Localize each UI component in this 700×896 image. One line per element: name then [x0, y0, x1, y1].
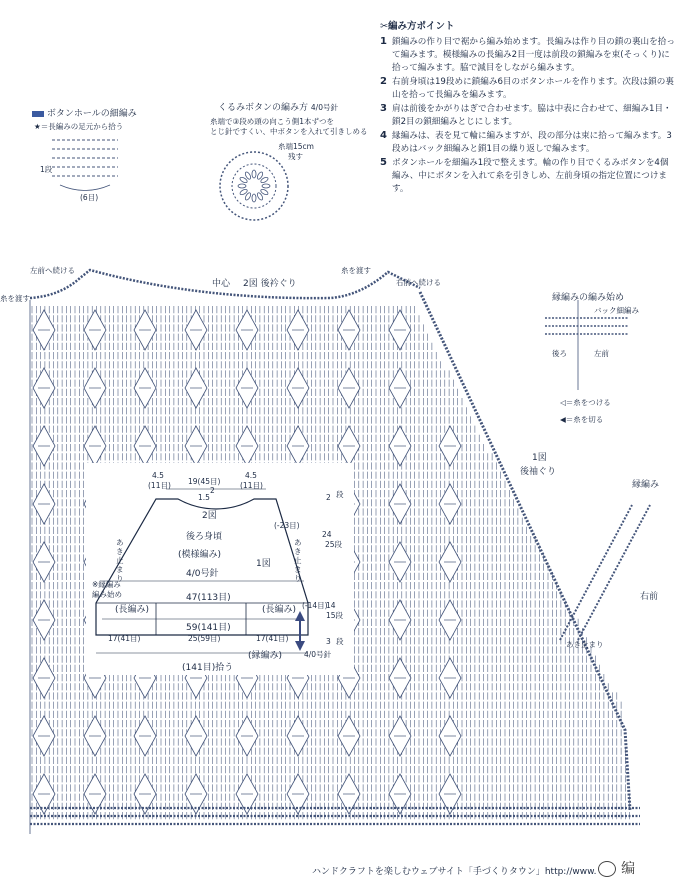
stitch-row: [32, 352, 436, 359]
front-left-label: 左前: [594, 349, 609, 358]
legend-attach: ◁＝糸をつける: [560, 398, 611, 407]
sch-edge-note-2: 編み始め: [92, 590, 122, 599]
button-petal: [262, 184, 270, 188]
buttonhole-title-row: [32, 108, 137, 120]
point-step: [380, 103, 690, 129]
stitch-row: [32, 361, 441, 368]
sch-dc-left: (長編み): [115, 605, 150, 615]
sch-shoulder-right-st: (11目): [240, 481, 263, 490]
step-number: 4: [380, 130, 387, 141]
right-front-label: 右前へ続ける: [396, 278, 441, 287]
button-tail: 糸端15cm: [278, 142, 314, 151]
sch-width-bottom: 59(141目): [186, 623, 231, 633]
button-needle: 4/0号針: [310, 103, 338, 112]
sch-hem-right: 17(41目): [256, 634, 289, 643]
slit-label-chart: あき止まり: [566, 640, 604, 649]
button-ring-mid: [232, 164, 276, 208]
knitting-points: [380, 18, 690, 197]
fig2-title: 2図 後衿ぐり: [243, 279, 297, 289]
rows-low-num: 14: [326, 601, 336, 610]
sch-fig1: 1図: [256, 559, 271, 569]
attach-arrow-icon: ◁: [560, 398, 566, 407]
sch-dec-note: (-23目): [274, 521, 300, 530]
stitch-row: [32, 416, 471, 423]
buttonhole-row-label: 1段: [40, 165, 53, 174]
sch-needle: 4/0号針: [186, 569, 219, 579]
stitch-row: [32, 794, 630, 801]
points-title: 編み方ポイント: [387, 21, 455, 32]
left-front-label: 左前へ続ける: [30, 266, 75, 275]
sch-edge-note-1: ※縁編み: [92, 580, 121, 589]
rows-low-unit: 15段: [326, 611, 344, 620]
rows-top-unit: 段: [336, 490, 344, 499]
button-petal: [252, 170, 256, 178]
point-step: [380, 130, 690, 156]
button-title: くるみボタンの編み方: [218, 103, 309, 113]
step-text: 鎖編みの作り目で裾から編み始めます。長編みは作り目の鎖の裏山を拾って編みます。模様編みの長編み2目一度は前段の鎖編みを束(そっくり)に拾って編みます。脇で減目をしながら編みます。: [392, 37, 675, 73]
button-ring-outer: [220, 152, 288, 220]
button-note-1: 糸端で③段め頭の向こう側1本ずつを: [210, 117, 334, 126]
sch-width-mid: 47(113目): [186, 593, 231, 603]
sch-fig2: 2図: [202, 511, 217, 521]
stitch-row: [32, 711, 621, 718]
button-note-2: とじ針ですくい、中ボタンを入れて引きしめる: [210, 127, 368, 136]
buttonhole-swatch: [32, 111, 44, 117]
point-step: [380, 157, 690, 196]
scissors-icon: ✂: [380, 21, 388, 32]
stitch-row: [32, 306, 415, 313]
sch-hem-left: 17(41目): [108, 634, 141, 643]
step-text: ボタンホールを細編み1段で整えます。輪の作り目でくるみボタンを4個編み、中にボタンを入れて糸を引きしめ、左前身頃の指定位置につけます。: [392, 158, 669, 194]
button-petal: [252, 194, 256, 202]
stitch-row: [32, 784, 625, 791]
rows-top-num: 2: [326, 493, 331, 502]
sch-shoulder-left-st: (11目): [148, 481, 171, 490]
buttonhole-note: ★＝長編みの足元から拾う: [34, 122, 124, 131]
stitch-row: [32, 683, 608, 690]
stitch-row: [32, 720, 621, 727]
stitch-row: [32, 738, 621, 745]
rows-mid-unit: 25段: [325, 540, 343, 549]
stitch-row: [32, 729, 621, 736]
sch-chain: (141目)拾う: [182, 663, 234, 673]
edge-start-title: 縁編みの編み始め: [552, 293, 625, 303]
step-number: 5: [380, 157, 387, 168]
rows-edge-unit: 段: [336, 637, 344, 646]
legend-cut: ◀＝糸を切る: [560, 415, 604, 424]
sch-needle-2: 4/0号針: [304, 650, 332, 659]
center-label: 中心: [212, 279, 231, 289]
rows-low-dec: (-14目): [302, 601, 328, 610]
step-text: 縁編みは、表を見て輪に編みますが、段の部分は束に拾って編みます。3段めはバック細編みと鎖1目の繰り返しで編みます。: [392, 131, 672, 154]
stitch-row: [32, 748, 625, 755]
rows-mid-num: 24: [322, 530, 332, 539]
buttonhole-count: (6目): [80, 193, 99, 202]
sch-neck-rows: 2: [210, 486, 215, 495]
thread-pass-left: 糸を渡す: [0, 294, 30, 303]
sch-edging: (縁編み): [248, 651, 283, 661]
sch-neck: 19(45目): [188, 477, 221, 486]
rows-edge-num: 3: [326, 637, 331, 646]
sch-neck-rows-2: 1.5: [198, 493, 210, 502]
thread-pass-right: 糸を渡す: [341, 266, 371, 275]
step-number: 1: [380, 36, 387, 47]
sch-shoulder-right: 4.5: [245, 471, 257, 480]
buttonhole-title: ボタンホールの細編み: [46, 109, 137, 119]
points-steps: [380, 36, 690, 196]
sch-shoulder-left: 4.5: [152, 471, 164, 480]
point-step: [380, 36, 690, 75]
step-number: 3: [380, 103, 387, 114]
fig1-title: 1図: [532, 453, 547, 463]
button-petal: [238, 184, 246, 188]
stitch-row: [32, 407, 466, 414]
stitch-row: [32, 702, 621, 709]
footer-text: ハンドクラフトを楽しむウェブサイト「手づくりタウン」http://www.: [312, 867, 597, 877]
stitch-row: [32, 674, 604, 681]
stitch-row: [32, 766, 625, 773]
edge-label: 縁編み: [632, 480, 660, 490]
right-front-side-label: 右前: [640, 592, 659, 602]
stitch-row: [32, 692, 617, 699]
point-step: [380, 76, 690, 102]
step-number: 2: [380, 76, 387, 87]
back-label: 後ろ: [552, 349, 567, 358]
sch-slit-right: あき止まり: [294, 538, 302, 583]
stitch-row: [32, 775, 625, 782]
sch-dc-right: (長編み): [262, 605, 297, 615]
cut-arrow-icon: ◀: [560, 415, 566, 424]
stitch-row: [32, 757, 625, 764]
sch-slit-left: あき止まり: [116, 538, 124, 583]
step-text: 右前身頃は19段めに鎖編み6目のボタンホールを作ります。次段は鎖の裏山を拾って長編みを編みます。: [392, 77, 674, 100]
sch-hem-center: 25(59目): [188, 634, 221, 643]
watermark-logo: 编: [598, 858, 635, 878]
button-title-row: [218, 102, 338, 114]
step-text: 肩は前後をかがりはぎで合わせます。脇は中表に合わせて、細編み1目・鎖2目の鎖細編みとじにします。: [392, 104, 672, 127]
fig1-sub: 後袖ぐり: [520, 467, 557, 477]
buttonhole-brace: [60, 185, 110, 191]
wechat-icon: [598, 861, 616, 877]
sch-pattern: (模様編み): [178, 550, 222, 560]
button-tail-2: 残す: [288, 152, 303, 161]
back-sc-label: バック細編み: [594, 306, 639, 315]
sch-name: 後ろ身頃: [186, 532, 223, 542]
